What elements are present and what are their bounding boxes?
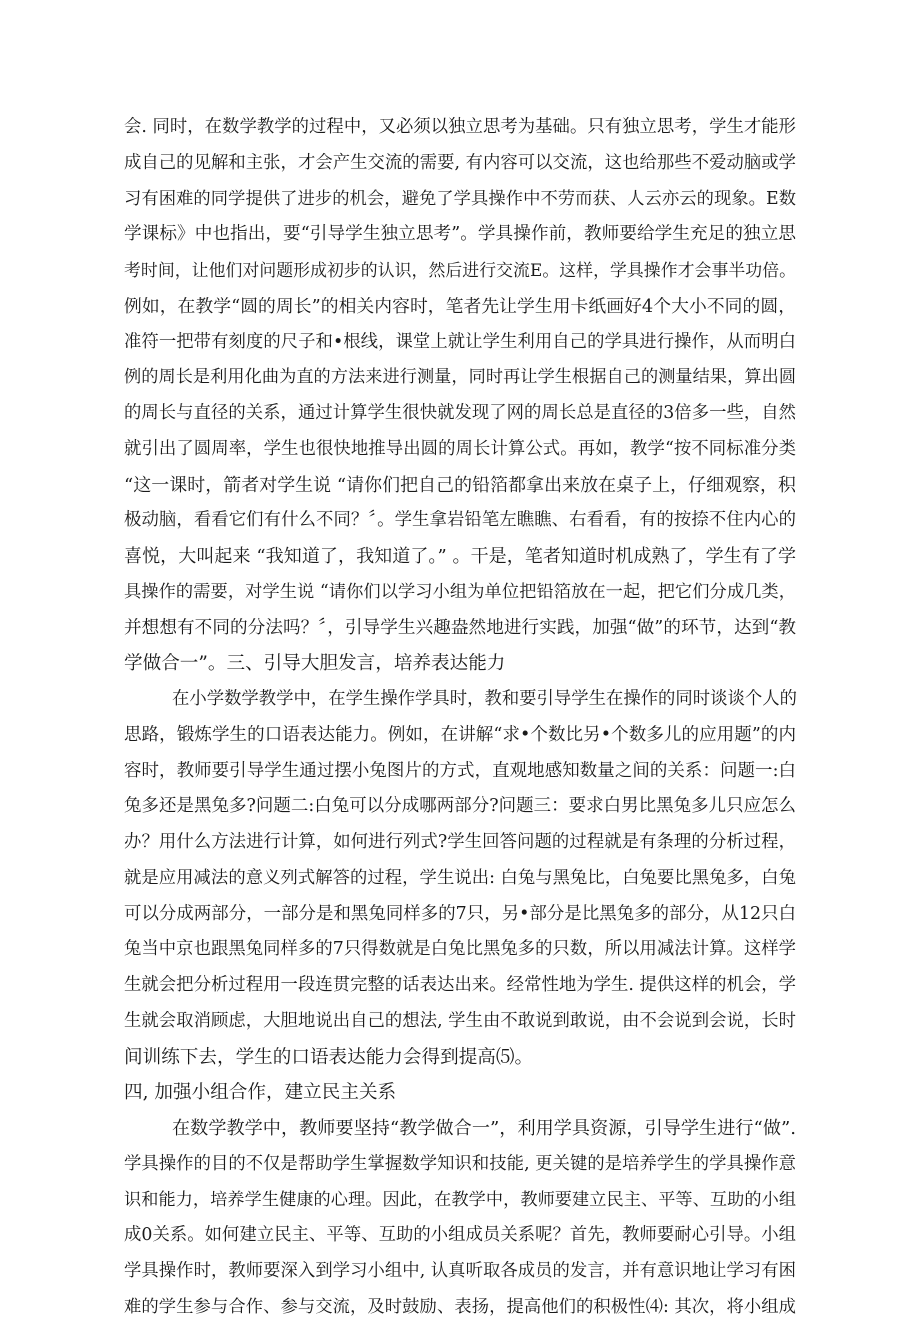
text-line: 生就会把分析过程用一段连贯完整的话表达出来。经常性地为学生. 提供这样的机会，学 bbox=[124, 975, 796, 995]
text-line: 例的周长是利用化曲为直的方法来进行测量，同时再让学生根据自己的测量结果，算出圆 bbox=[124, 367, 796, 388]
text-line: 可以分成两部分，一部分是和黑兔同样多的7只，另•部分是比黑兔多的部分，从12只白 bbox=[124, 903, 796, 924]
text-line: 习有困难的同学提供了进步的机会，避免了学具操作中不劳而获、人云亦云的现象。E数 bbox=[124, 188, 796, 209]
document-body bbox=[124, 110, 796, 1326]
text-line: 极动脑，看看它们有什么不同？〞。学生拿岩铅笔左瞧瞧、右看看，有的按捺不住内心的 bbox=[124, 510, 796, 531]
text-line: 成0关系。如何建立民主、平等、互助的小组成员关系呢？首先，教师要耐心引导。小组 bbox=[124, 1225, 796, 1246]
text-line: 兔多还是黑兔多?问题二:白兔可以分成哪两部分?问题三：要求白男比黑兔多儿只应怎么 bbox=[124, 796, 796, 817]
text-line: 就引出了圆周率，学生也很快地推导出圆的周长计算公式。再如，教学“按不同标准分类 bbox=[124, 438, 796, 459]
text-line: 学具操作时，教师要深入到学习小组中, 认真听取各成员的发言，并有意识地让学习有困 bbox=[124, 1261, 796, 1281]
text-line: 容时，教师要引导学生通过摆小兔图片的方式，直观地感知数量之间的关系：问题一:白 bbox=[124, 760, 796, 781]
text-line: 考时间，让他们对问题形成初步的认识，然后进行交流E。这样，学具操作才会事半功倍。 bbox=[124, 260, 796, 280]
text-line: 并想想有不同的分法吗？〞，引导学生兴趣盎然地进行实践，加强“做”的环节，达到“教 bbox=[124, 617, 796, 638]
text-line: 的周长与直径的关系，通过计算学生很快就发现了网的周长总是直径的3倍多一些，自然 bbox=[124, 403, 796, 423]
text-line: 准符一把带有刻度的尺子和•根线，课堂上就让学生利用自己的学具进行操作，从而明白 bbox=[124, 331, 796, 352]
text-line: 例如，在教学“圆的周长”的相关内容时，笔者先让学生用卡纸画好4个大小不同的圆， bbox=[124, 295, 796, 317]
text-line: 会. 同时，在数学教学的过程中，又必须以独立思考为基础。只有独立思考，学生才能形 bbox=[124, 117, 796, 137]
text-line: 喜悦，大叫起来 “我知道了，我知道了。” 。干是，笔者知道时机成熟了，学生有了学 bbox=[124, 546, 796, 567]
text-line: 思路，锻炼学生的口语表达能力。例如，在讲解“求•个数比另•个数多儿的应用题”的内 bbox=[124, 724, 796, 745]
text-line: “这一课时，箭者对学生说 “请你们把自己的铅箔都拿出来放在桌子上，仔细观察，积 bbox=[124, 474, 796, 496]
text-line: 学具操作的目的不仅是帮助学生掌握数学知识和技能, 更关键的是培养学生的学具操作意 bbox=[124, 1153, 796, 1174]
text-line: 办？用什么方法进行计算，如何进行列式?学生回答问题的过程就是有条理的分析过程， bbox=[124, 832, 796, 852]
text-line: 间训练下去，学生的口语表达能力会得到提高⑸。 bbox=[124, 1046, 534, 1068]
text-line: 难的学生参与合作、参与交流，及时鼓励、表扬，提高他们的积极性⑷: 其次，将小组成 bbox=[124, 1296, 796, 1317]
text-line: 识和能力，培养学生健康的心理。因此，在教学中，教师要建立民主、平等、互助的小组 bbox=[124, 1189, 796, 1210]
text-line: 就是应用减法的意义列式解答的过程，学生说出: 白兔与黑兔比，白兔要比黑兔多，白兔 bbox=[124, 867, 796, 888]
text-line: 具操作的需要，对学生说 “请你们以学习小组为单位把铅箔放在一起，把它们分成几类， bbox=[124, 581, 796, 602]
text-line: 学课标》中也指出，要“引导学生独立思考”。学具操作前，教师要给学生充足的独立思 bbox=[124, 224, 796, 245]
text-line: 成自己的见解和主张，才会产生交流的需要, 有内容可以交流，这也给那些不爱动脑或学 bbox=[124, 152, 796, 173]
section-heading: 四, 加强小组合作，建立民主关系 bbox=[124, 1082, 397, 1104]
paragraph-first-line: 在数学教学中，教师要坚持“教学做合一”，利用学具资源，引导学生进行“做”. bbox=[172, 1118, 796, 1139]
text-line: 学做合一”。三、引导大胆发言，培养表达能力 bbox=[124, 653, 506, 675]
text-line: 生就会取消顾虑，大胆地说出自己的想法, 学生由不敢说到敢说，由不会说到会说，长时 bbox=[124, 1010, 796, 1031]
paragraph-first-line: 在小学数学教学中，在学生操作学具时，教和要引导学生在操作的同时谈谈个人的 bbox=[172, 689, 797, 709]
text-line: 兔当中京也跟黑兔同样多的7只得数就是白兔比黑兔多的只数，所以用减法计算。这样学 bbox=[124, 939, 796, 960]
